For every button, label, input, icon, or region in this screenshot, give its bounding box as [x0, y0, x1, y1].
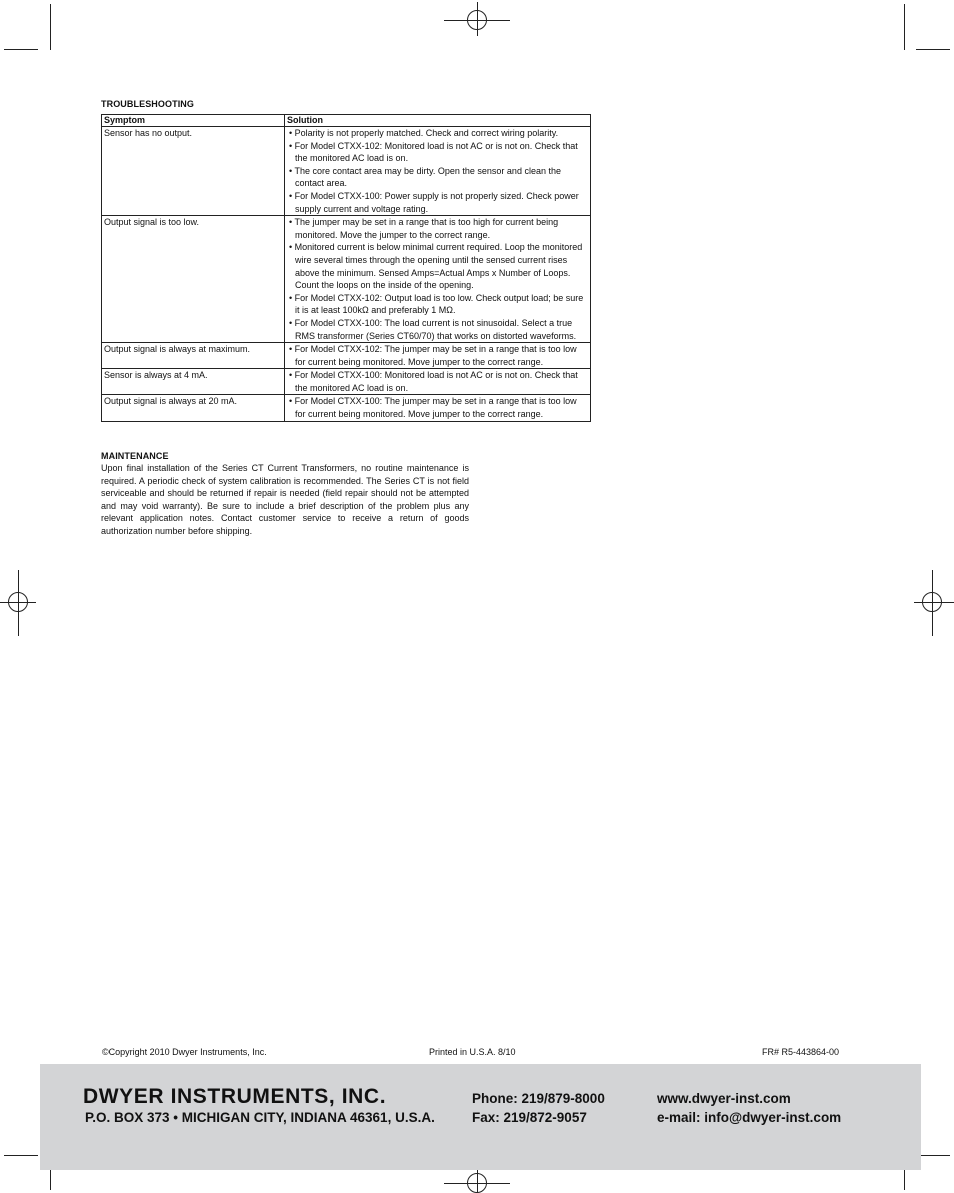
table-header-row	[102, 115, 591, 127]
solution-item: • For Model CTXX-102: Monitored load is not AC or is not on. Check that the monitored AC load is on.	[289, 140, 578, 164]
symptom-cell: Sensor has no output.	[102, 127, 285, 216]
company-name: DWYER INSTRUMENTS, INC.	[83, 1085, 387, 1108]
solution-item: • For Model CTXX-102: Output load is too low. Check output load; be sure it is at least 100kΩ and preferably 1 MΩ.	[289, 292, 584, 316]
table-row	[102, 127, 591, 216]
symptom-cell: Output signal is always at maximum.	[102, 343, 285, 369]
maintenance-body: Upon final installation of the Series CT Current Transformers, no routine maintenance is required. A periodic check of system calibration is recommended. The Series CT is not field serviceable and should be returned if repair is needed (field repair should not be attempted and may void warranty). Be sure to include a brief description of the problem plus any relevant application notes. Contact customer service to receive a return of goods authorization number before shipping.	[101, 463, 469, 536]
solution-cell	[285, 127, 591, 216]
company-address: P.O. BOX 373 • MICHIGAN CITY, INDIANA 46361, U.S.A.	[85, 1110, 435, 1125]
solution-item: • Monitored current is below minimal current required. Loop the monitored wire several times through the opening until the sensed current rises above the minimum. Sensed Amps=Actual Amps x Number of Loops. Count the loops on the inside of the opening.	[289, 242, 583, 291]
solution-cell	[285, 395, 591, 421]
table-row	[102, 216, 591, 343]
symptom-cell: Sensor is always at 4 mA.	[102, 369, 285, 395]
solution-cell	[285, 369, 591, 395]
solution-item: • Polarity is not properly matched. Check and correct wiring polarity.	[289, 128, 559, 138]
symptom-cell: Output signal is too low.	[102, 216, 285, 343]
fax-number: Fax: 219/872-9057	[472, 1110, 587, 1125]
email-link[interactable]: e-mail: info@dwyer-inst.com	[657, 1110, 842, 1125]
solution-cell	[285, 216, 591, 343]
phone-number: Phone: 219/879-8000	[472, 1091, 605, 1106]
solution-item: • For Model CTXX-100: The load current is not sinusoidal. Select a true RMS transformer (Series CT60/70) that works on distorted waveforms.	[289, 317, 577, 341]
form-number: FR# R5-443864-00	[762, 1047, 840, 1057]
maintenance-title: MAINTENANCE	[101, 451, 169, 461]
solution-item: • For Model CTXX-100: Monitored load is not AC or is not on. Check that the monitored AC load is on.	[289, 370, 578, 393]
symptom-cell: Output signal is always at 20 mA.	[102, 395, 285, 421]
table-row	[102, 343, 591, 369]
solution-item: • The core contact area may be dirty. Open the sensor and clean the contact area.	[289, 165, 561, 189]
solution-header: Solution	[285, 115, 591, 127]
solution-item: • The jumper may be set in a range that is too high for current being monitored. Move the jumper to the correct range.	[289, 217, 559, 240]
website-link[interactable]: www.dwyer-inst.com	[657, 1091, 791, 1106]
solution-item: • For Model CTXX-100: Power supply is not properly sized. Check power supply current and voltage rating.	[289, 190, 579, 214]
symptom-header: Symptom	[102, 115, 285, 127]
troubleshooting-title: TROUBLESHOOTING	[101, 99, 194, 109]
copyright-text: ©Copyright 2010 Dwyer Instruments, Inc.	[102, 1047, 267, 1057]
table-row	[102, 395, 591, 421]
troubleshooting-table	[101, 114, 591, 422]
solution-item: • For Model CTXX-100: The jumper may be set in a range that is too low for current being monitored. Move jumper to the correct range.	[289, 396, 577, 420]
table-row	[102, 369, 591, 395]
printed-text: Printed in U.S.A. 8/10	[429, 1047, 516, 1057]
solution-cell	[285, 343, 591, 369]
solution-item: • For Model CTXX-102: The jumper may be set in a range that is too low for current being monitored. Move jumper to the correct range.	[289, 344, 577, 367]
